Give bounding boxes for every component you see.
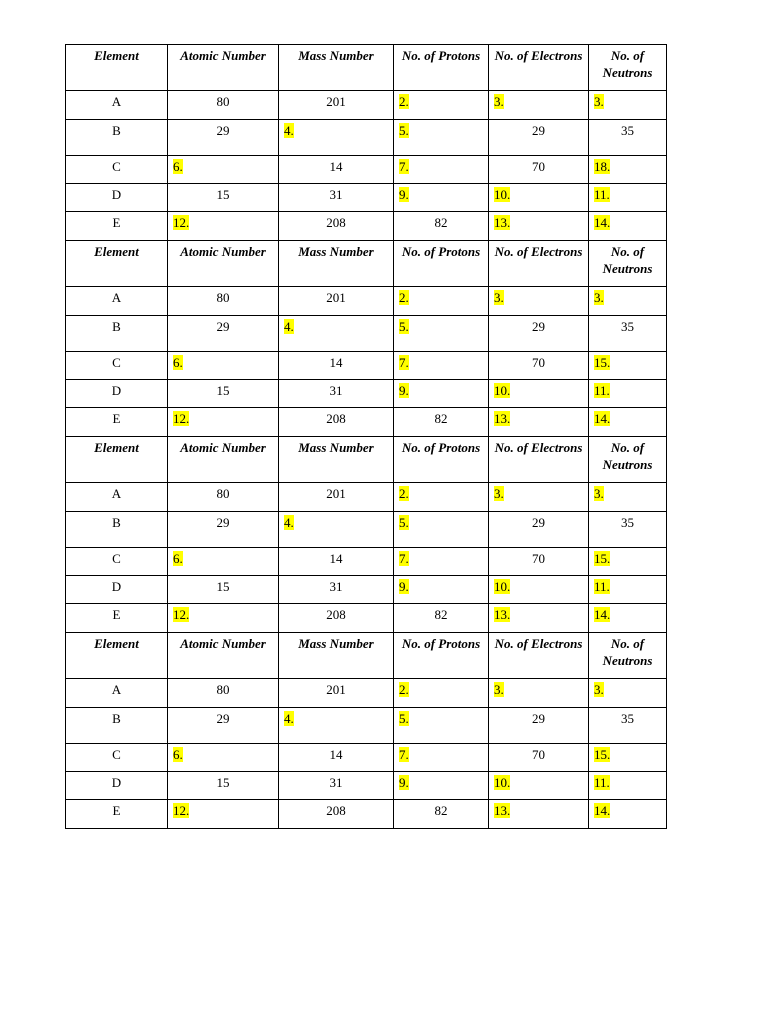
header-element: Element: [66, 633, 168, 679]
cell-atomic-number: 15: [168, 772, 279, 800]
cell-mass-number[interactable]: [279, 708, 394, 744]
answer-blank[interactable]: 7.: [399, 355, 409, 370]
cell-element: B: [66, 316, 168, 352]
cell-atomic-number: 29: [168, 512, 279, 548]
answer-blank[interactable]: 3.: [494, 682, 504, 697]
answer-blank[interactable]: 12.: [173, 803, 190, 818]
cell-protons[interactable]: [394, 483, 489, 512]
answer-blank[interactable]: 10.: [494, 775, 511, 790]
answer-blank[interactable]: 9.: [399, 579, 409, 594]
cell-electrons: 70: [489, 156, 589, 184]
cell-element: A: [66, 287, 168, 316]
table-row: [66, 120, 667, 156]
cell-element: A: [66, 91, 168, 120]
cell-neutrons[interactable]: [589, 352, 667, 380]
cell-electrons[interactable]: [489, 604, 589, 633]
cell-neutrons: 35: [589, 512, 667, 548]
answer-blank[interactable]: 14.: [594, 411, 611, 426]
cell-atomic-number: 29: [168, 120, 279, 156]
answer-blank[interactable]: 15.: [594, 747, 611, 762]
header-atomic-number: Atomic Number: [168, 45, 279, 91]
cell-atomic-number: 15: [168, 576, 279, 604]
cell-protons[interactable]: [394, 512, 489, 548]
answer-blank[interactable]: 14.: [594, 607, 611, 622]
worksheet: [65, 44, 666, 829]
cell-element: C: [66, 548, 168, 576]
answer-blank[interactable]: 6.: [173, 551, 183, 566]
header-neutrons: No. of Neutrons: [589, 633, 667, 679]
header-neutrons: No. of Neutrons: [589, 45, 667, 91]
cell-neutrons[interactable]: [589, 772, 667, 800]
cell-protons[interactable]: [394, 772, 489, 800]
cell-protons[interactable]: [394, 91, 489, 120]
cell-atomic-number[interactable]: [168, 744, 279, 772]
header-row: [66, 241, 667, 287]
cell-electrons[interactable]: [489, 679, 589, 708]
cell-atomic-number[interactable]: [168, 352, 279, 380]
cell-element: C: [66, 744, 168, 772]
table-row: [66, 576, 667, 604]
cell-neutrons[interactable]: [589, 604, 667, 633]
cell-atomic-number[interactable]: [168, 800, 279, 829]
cell-protons[interactable]: [394, 316, 489, 352]
cell-protons[interactable]: [394, 352, 489, 380]
answer-blank[interactable]: 6.: [173, 747, 183, 762]
answer-blank[interactable]: 9.: [399, 775, 409, 790]
cell-atomic-number: 15: [168, 184, 279, 212]
answer-blank[interactable]: 9.: [399, 187, 409, 202]
answer-blank[interactable]: 3.: [494, 486, 504, 501]
cell-neutrons[interactable]: [589, 800, 667, 829]
answer-blank[interactable]: 2.: [399, 486, 409, 501]
cell-mass-number: 31: [279, 380, 394, 408]
table-row: [66, 212, 667, 241]
answer-blank[interactable]: 5.: [399, 711, 409, 726]
cell-electrons: 29: [489, 316, 589, 352]
cell-mass-number: 31: [279, 576, 394, 604]
cell-protons[interactable]: [394, 287, 489, 316]
table-row: [66, 287, 667, 316]
answer-blank[interactable]: 11.: [594, 187, 610, 202]
table-row: [66, 772, 667, 800]
cell-neutrons[interactable]: [589, 408, 667, 437]
answer-blank[interactable]: 9.: [399, 383, 409, 398]
answer-blank[interactable]: 15.: [594, 355, 611, 370]
answer-blank[interactable]: 2.: [399, 290, 409, 305]
cell-electrons: 70: [489, 744, 589, 772]
cell-electrons[interactable]: [489, 772, 589, 800]
table-row: [66, 744, 667, 772]
answer-blank[interactable]: 4.: [284, 319, 294, 334]
answer-blank[interactable]: 3.: [494, 290, 504, 305]
header-electrons: No. of Electrons: [489, 633, 589, 679]
answer-blank[interactable]: 5.: [399, 319, 409, 334]
cell-element: B: [66, 708, 168, 744]
cell-mass-number[interactable]: [279, 512, 394, 548]
cell-mass-number: 201: [279, 287, 394, 316]
cell-mass-number: 31: [279, 184, 394, 212]
answer-blank[interactable]: 3.: [594, 94, 604, 109]
header-mass-number: Mass Number: [279, 45, 394, 91]
cell-protons[interactable]: [394, 548, 489, 576]
cell-mass-number: 208: [279, 212, 394, 241]
cell-neutrons[interactable]: [589, 548, 667, 576]
cell-protons[interactable]: [394, 744, 489, 772]
answer-blank[interactable]: 2.: [399, 682, 409, 697]
cell-element: A: [66, 483, 168, 512]
cell-atomic-number[interactable]: [168, 408, 279, 437]
cell-mass-number: 201: [279, 91, 394, 120]
cell-protons[interactable]: [394, 156, 489, 184]
header-protons: No. of Protons: [394, 437, 489, 483]
cell-neutrons[interactable]: [589, 576, 667, 604]
answer-blank[interactable]: 10.: [494, 187, 511, 202]
answer-blank[interactable]: 3.: [594, 290, 604, 305]
cell-element: B: [66, 512, 168, 548]
answer-blank[interactable]: 11.: [594, 775, 610, 790]
cell-mass-number: 208: [279, 408, 394, 437]
answer-blank[interactable]: 12.: [173, 411, 190, 426]
cell-atomic-number[interactable]: [168, 156, 279, 184]
table-row: [66, 316, 667, 352]
answer-blank[interactable]: 5.: [399, 123, 409, 138]
header-neutrons: No. of Neutrons: [589, 437, 667, 483]
header-mass-number: Mass Number: [279, 437, 394, 483]
answer-blank[interactable]: 13.: [494, 215, 511, 230]
cell-neutrons[interactable]: [589, 287, 667, 316]
cell-protons[interactable]: [394, 184, 489, 212]
header-electrons: No. of Electrons: [489, 45, 589, 91]
cell-electrons[interactable]: [489, 800, 589, 829]
cell-atomic-number[interactable]: [168, 548, 279, 576]
cell-electrons: 70: [489, 352, 589, 380]
cell-mass-number: 208: [279, 800, 394, 829]
answer-blank[interactable]: 3.: [594, 682, 604, 697]
cell-protons: 82: [394, 800, 489, 829]
cell-atomic-number: 80: [168, 483, 279, 512]
cell-mass-number[interactable]: [279, 120, 394, 156]
table-row: [66, 800, 667, 829]
cell-neutrons: 35: [589, 708, 667, 744]
cell-element: D: [66, 184, 168, 212]
cell-mass-number: 31: [279, 772, 394, 800]
cell-protons[interactable]: [394, 380, 489, 408]
answer-blank[interactable]: 13.: [494, 607, 511, 622]
answer-blank[interactable]: 6.: [173, 159, 183, 174]
cell-mass-number: 201: [279, 679, 394, 708]
cell-mass-number: 14: [279, 744, 394, 772]
cell-electrons: 70: [489, 548, 589, 576]
cell-electrons[interactable]: [489, 380, 589, 408]
answer-blank[interactable]: 7.: [399, 747, 409, 762]
cell-mass-number: 14: [279, 352, 394, 380]
cell-electrons[interactable]: [489, 184, 589, 212]
table-row: [66, 548, 667, 576]
cell-element: E: [66, 212, 168, 241]
table-row: [66, 679, 667, 708]
answer-blank[interactable]: 13.: [494, 411, 511, 426]
cell-element: A: [66, 679, 168, 708]
cell-neutrons[interactable]: [589, 212, 667, 241]
header-atomic-number: Atomic Number: [168, 633, 279, 679]
cell-neutrons[interactable]: [589, 483, 667, 512]
table-row: [66, 352, 667, 380]
cell-element: E: [66, 408, 168, 437]
cell-neutrons[interactable]: [589, 380, 667, 408]
table-row: [66, 408, 667, 437]
answer-blank[interactable]: 14.: [594, 215, 611, 230]
header-row: [66, 45, 667, 91]
answer-blank[interactable]: 2.: [399, 94, 409, 109]
cell-neutrons[interactable]: [589, 744, 667, 772]
header-element: Element: [66, 437, 168, 483]
table-row: [66, 483, 667, 512]
cell-neutrons: 35: [589, 316, 667, 352]
cell-neutrons[interactable]: [589, 91, 667, 120]
answer-blank[interactable]: 7.: [399, 159, 409, 174]
cell-electrons[interactable]: [489, 576, 589, 604]
answer-blank[interactable]: 4.: [284, 515, 294, 530]
cell-atomic-number[interactable]: [168, 212, 279, 241]
cell-element: D: [66, 380, 168, 408]
cell-electrons: 29: [489, 512, 589, 548]
header-mass-number: Mass Number: [279, 633, 394, 679]
cell-neutrons[interactable]: [589, 184, 667, 212]
cell-element: D: [66, 772, 168, 800]
table-row: [66, 604, 667, 633]
answer-blank[interactable]: 3.: [594, 486, 604, 501]
cell-mass-number[interactable]: [279, 316, 394, 352]
cell-element: C: [66, 352, 168, 380]
cell-mass-number: 14: [279, 156, 394, 184]
cell-electrons[interactable]: [489, 408, 589, 437]
cell-element: E: [66, 604, 168, 633]
cell-electrons: 29: [489, 120, 589, 156]
answer-blank[interactable]: 18.: [594, 159, 611, 174]
answer-blank[interactable]: 5.: [399, 515, 409, 530]
table-row: [66, 380, 667, 408]
header-protons: No. of Protons: [394, 45, 489, 91]
header-neutrons: No. of Neutrons: [589, 241, 667, 287]
table-row: [66, 708, 667, 744]
atomic-structure-table: [65, 44, 667, 829]
answer-blank[interactable]: 14.: [594, 803, 611, 818]
cell-protons[interactable]: [394, 120, 489, 156]
header-atomic-number: Atomic Number: [168, 437, 279, 483]
cell-atomic-number: 80: [168, 91, 279, 120]
header-atomic-number: Atomic Number: [168, 241, 279, 287]
cell-neutrons[interactable]: [589, 156, 667, 184]
answer-blank[interactable]: 4.: [284, 711, 294, 726]
header-row: [66, 437, 667, 483]
header-element: Element: [66, 241, 168, 287]
cell-atomic-number: 29: [168, 708, 279, 744]
cell-protons[interactable]: [394, 708, 489, 744]
answer-blank[interactable]: 4.: [284, 123, 294, 138]
answer-blank[interactable]: 10.: [494, 579, 511, 594]
cell-mass-number: 201: [279, 483, 394, 512]
answer-blank[interactable]: 7.: [399, 551, 409, 566]
cell-atomic-number[interactable]: [168, 604, 279, 633]
answer-blank[interactable]: 3.: [494, 94, 504, 109]
cell-element: B: [66, 120, 168, 156]
answer-blank[interactable]: 11.: [594, 383, 610, 398]
cell-element: D: [66, 576, 168, 604]
header-element: Element: [66, 45, 168, 91]
header-row: [66, 633, 667, 679]
answer-blank[interactable]: 10.: [494, 383, 511, 398]
answer-blank[interactable]: 6.: [173, 355, 183, 370]
table-row: [66, 512, 667, 548]
cell-protons[interactable]: [394, 576, 489, 604]
cell-protons: 82: [394, 408, 489, 437]
cell-atomic-number: 15: [168, 380, 279, 408]
answer-blank[interactable]: 12.: [173, 215, 190, 230]
answer-blank[interactable]: 13.: [494, 803, 511, 818]
answer-blank[interactable]: 11.: [594, 579, 610, 594]
cell-mass-number: 14: [279, 548, 394, 576]
header-electrons: No. of Electrons: [489, 241, 589, 287]
cell-protons: 82: [394, 604, 489, 633]
header-mass-number: Mass Number: [279, 241, 394, 287]
cell-electrons[interactable]: [489, 287, 589, 316]
header-protons: No. of Protons: [394, 241, 489, 287]
cell-element: C: [66, 156, 168, 184]
cell-atomic-number: 80: [168, 679, 279, 708]
cell-electrons[interactable]: [489, 91, 589, 120]
answer-blank[interactable]: 12.: [173, 607, 190, 622]
cell-mass-number: 208: [279, 604, 394, 633]
table-row: [66, 184, 667, 212]
cell-element: E: [66, 800, 168, 829]
cell-atomic-number: 80: [168, 287, 279, 316]
cell-neutrons: 35: [589, 120, 667, 156]
cell-electrons: 29: [489, 708, 589, 744]
table-row: [66, 156, 667, 184]
table-row: [66, 91, 667, 120]
cell-neutrons[interactable]: [589, 679, 667, 708]
cell-atomic-number: 29: [168, 316, 279, 352]
cell-protons: 82: [394, 212, 489, 241]
cell-electrons[interactable]: [489, 212, 589, 241]
answer-blank[interactable]: 15.: [594, 551, 611, 566]
header-protons: No. of Protons: [394, 633, 489, 679]
header-electrons: No. of Electrons: [489, 437, 589, 483]
cell-protons[interactable]: [394, 679, 489, 708]
cell-electrons[interactable]: [489, 483, 589, 512]
